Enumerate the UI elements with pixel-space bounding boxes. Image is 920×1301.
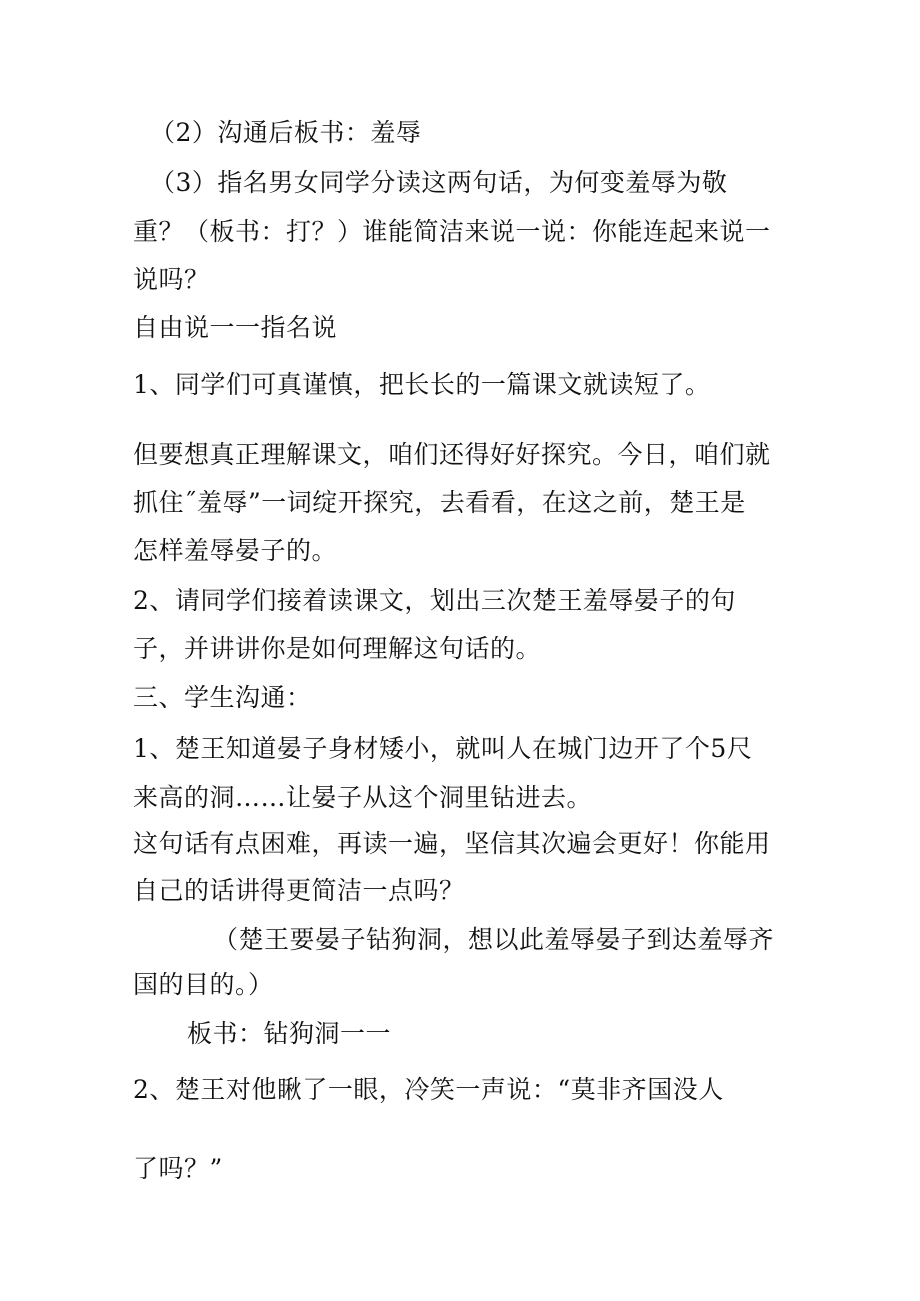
text-line-11: 子，并讲讲你是如何理解这句话的。 bbox=[133, 634, 542, 663]
text-line-21: 了吗？” bbox=[133, 1154, 223, 1183]
text-line-15: 这句话有点困难，再读一遍，坚信其次遍会更好！你能用 bbox=[133, 829, 771, 858]
text-line-20: 2、楚王对他瞅了一眼，冷笑一声说：“莫非齐国没人 bbox=[133, 1075, 724, 1104]
text-line-16: 自己的话讲得更简洁一点吗？ bbox=[133, 876, 465, 905]
text-line-8: 抓住˝羞辱”一词绽开探究，去看看，在这之前，楚王是 bbox=[133, 488, 746, 517]
board-note: 板书：钻狗洞一一 bbox=[187, 1019, 392, 1048]
text-line-17: （楚王要晏子钻狗洞，想以此羞辱晏子到达羞辱齐 bbox=[213, 925, 775, 954]
section-heading: 三、学生沟通： bbox=[133, 683, 312, 712]
text-line-7: 但要想真正理解课文，咱们还得好好探究。今日，咱们就 bbox=[133, 440, 771, 469]
text-line-18: 国的目的。） bbox=[133, 970, 274, 999]
text-line-4: 说吗？ bbox=[133, 265, 210, 294]
text-line-2: （3）指名男女同学分读这两句话，为何变羞辱为敬 bbox=[150, 168, 728, 197]
text-line-5: 自由说一一指名说 bbox=[133, 313, 338, 342]
text-line-9: 怎样羞辱晏子的。 bbox=[133, 536, 338, 565]
text-line-13: 1、楚王知道晏子身材矮小，就叫人在城门边开了个5尺 bbox=[133, 734, 753, 763]
text-line-6: 1、同学们可真谨慎，把长长的一篇课文就读短了。 bbox=[133, 370, 711, 399]
text-line-3: 重？（板书：打？）谁能简洁来说一说：你能连起来说一 bbox=[133, 217, 771, 246]
text-line-10: 2、请同学们接着读课文，划出三次楚王羞辱晏子的句 bbox=[133, 586, 736, 615]
text-line-1: （2）沟通后板书：羞辱 bbox=[150, 118, 422, 147]
text-line-14: 来高的洞……让晏子从这个洞里钻进去。 bbox=[133, 783, 593, 812]
